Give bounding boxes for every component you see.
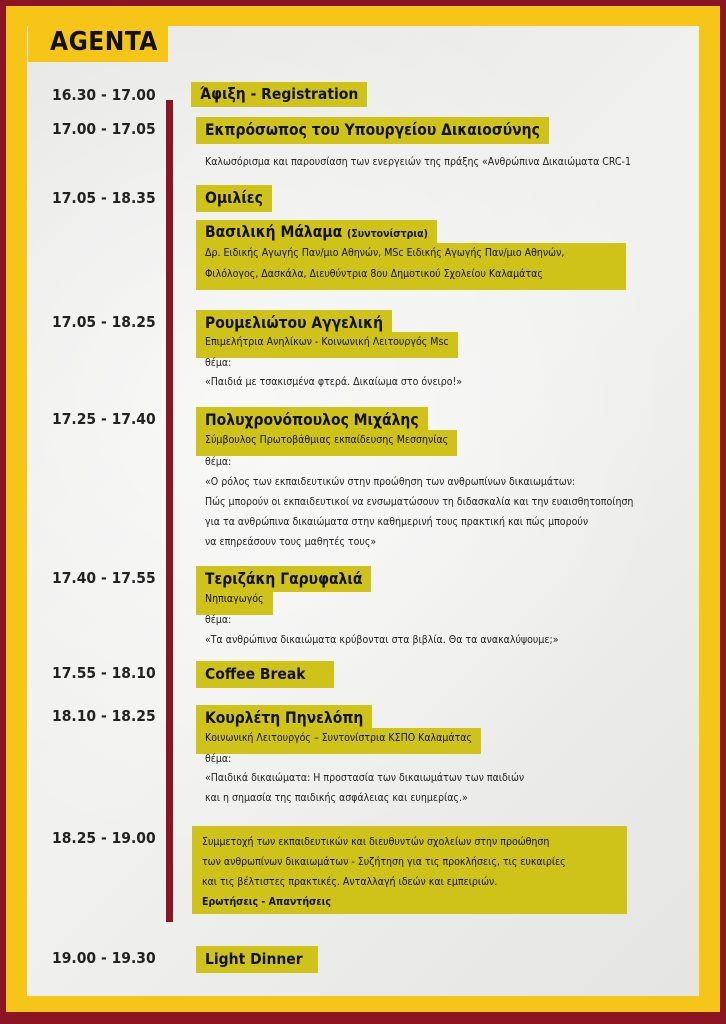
- time-slot: 17.40 - 17.55: [52, 569, 156, 587]
- theme-text: «Τα ανθρώπινα δικαιώματα κρύβονται στα βιβλία. Θα τα ανακαλύψουμε;»: [205, 634, 559, 646]
- discussion-block: [192, 826, 627, 914]
- time-slot: 17.05 - 18.25: [52, 313, 156, 331]
- theme-text: «Ο ρόλος των εκπαιδευτικών στην προώθηση των ανθρωπίνων δικαιωμάτων:: [205, 476, 576, 488]
- theme-text: «Παιδικά δικαιώματα: Η προστασία των δικαιωμάτων των παιδιών: [205, 772, 525, 784]
- speaker-role-tag: (Συντονίστρια): [347, 228, 428, 240]
- speaker-name: [196, 220, 437, 245]
- timeline-line: [166, 100, 173, 922]
- session-heading: Ομιλίες: [196, 185, 272, 212]
- theme-label: θέμα:: [205, 357, 232, 369]
- speaker-role: Επιμελήτρια Ανηλίκων - Κοινωνική Λειτουργός Msc: [196, 332, 458, 358]
- time-slot: 17.05 - 18.35: [52, 189, 156, 207]
- speaker-role: Νηπιαγωγός: [196, 589, 273, 615]
- theme-text: «Παιδιά με τσακισμένα φτερά. Δικαίωμα στο όνειρο!»: [205, 376, 463, 388]
- session-heading: Coffee Break: [196, 661, 334, 688]
- session-heading: Άφιξη - Registration: [191, 82, 367, 107]
- discussion-line: των ανθρωπίνων δικαιωμάτων - Συζήτηση για τις προκλήσεις, τις ευκαιρίες: [202, 856, 566, 868]
- speaker-bio: Δρ. Ειδικής Αγωγής Παν/μιο Αθηνών, MSc Ειδικής Αγωγής Παν/μιο Αθηνών,: [196, 243, 626, 269]
- session-heading: Light Dinner: [196, 946, 318, 973]
- time-slot: 18.10 - 18.25: [52, 707, 156, 725]
- theme-text: Πώς μπορούν οι εκπαιδευτικοί να ενσωματώσουν τη διδασκαλία και την ευαισθητοποίηση: [205, 496, 634, 508]
- speaker-name: Κουρλέτη Πηνελόπη: [196, 705, 372, 731]
- discussion-line: και τις βέλτιστες πρακτικές. Ανταλλαγή ιδεών και εμπειριών.: [202, 876, 498, 888]
- theme-label: θέμα:: [205, 456, 232, 468]
- theme-text: να επηρεάσουν τους μαθητές τους»: [205, 536, 377, 548]
- bottom-border: [0, 1012, 726, 1024]
- speaker-name: Τεριζάκη Γαρυφαλιά: [196, 566, 371, 592]
- session-heading: Εκπρόσωπος του Υπουργείου Δικαιοσύνης: [196, 117, 549, 144]
- discussion-line: Συμμετοχή των εκπαιδευτικών και διευθυντών σχολείων στην προώθηση: [202, 836, 550, 848]
- page-title: AGENTA: [28, 22, 168, 62]
- speaker-name: Ρουμελιώτου Αγγελική: [196, 310, 392, 336]
- theme-label: θέμα:: [205, 753, 232, 765]
- time-slot: 19.00 - 19.30: [52, 949, 156, 967]
- speaker-name: Πολυχρονόπουλος Μιχάλης: [196, 407, 428, 433]
- theme-label: θέμα:: [205, 614, 232, 626]
- time-slot: 17.25 - 17.40: [52, 410, 156, 428]
- time-slot: 17.00 - 17.05: [52, 120, 156, 138]
- time-slot: 18.25 - 19.00: [52, 829, 156, 847]
- time-slot: 16.30 - 17.00: [52, 86, 156, 104]
- session-description: Καλωσόρισμα και παρουσίαση των ενεργειών της πράξης «Ανθρώπινα Δικαιώματα CRC-1: [205, 156, 631, 168]
- speaker-bio: Φιλόλογος, Δασκάλα, Διευθύντρια 8ου Δημοτικού Σχολείου Καλαμάτας: [196, 264, 626, 290]
- time-slot: 17.55 - 18.10: [52, 664, 156, 682]
- qa-line: Ερωτήσεις - Απαντήσεις: [202, 896, 331, 908]
- speaker-role: Κοινωνική Λειτουργός – Συντονίστρια ΚΣΠΟ Καλαμάτας: [196, 728, 481, 754]
- speaker-name-text: Βασιλική Μάλαμα: [205, 223, 343, 241]
- speaker-role: Σύμβουλος Πρωτοβάθμιας εκπαίδευσης Μεσσηνίας: [196, 430, 457, 456]
- theme-text: για τα ανθρώπινα δικαιώματα στην καθημερινή τους πρακτική και πώς μπορούν: [205, 516, 589, 528]
- theme-text: και η σημασία της παιδικής ασφάλειας και ευημερίας.»: [205, 792, 468, 804]
